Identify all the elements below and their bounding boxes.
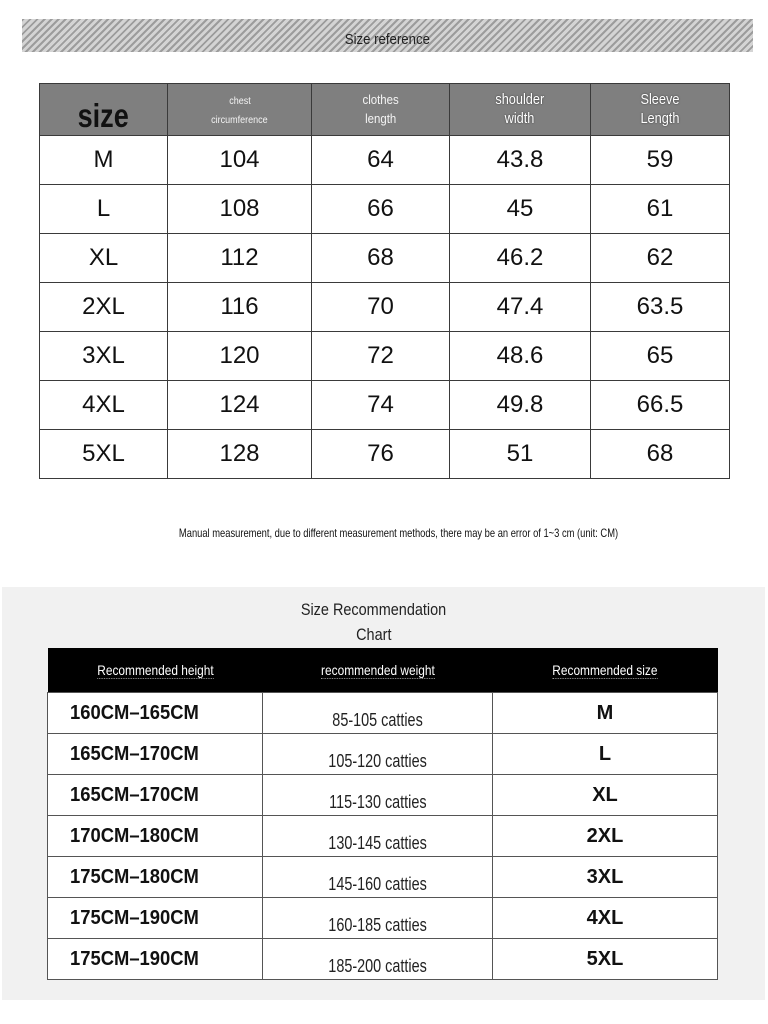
chest-cell: 108 — [168, 185, 312, 234]
table-row — [40, 185, 730, 234]
length-cell: 64 — [312, 136, 450, 185]
size-cell: M — [493, 693, 718, 734]
size-cell: 5XL — [493, 939, 718, 980]
recommendation-title-line2: Chart — [356, 625, 392, 644]
table-row — [40, 136, 730, 185]
header-chest-circumference: chest circumference — [168, 84, 312, 136]
shoulder-cell: 43.8 — [450, 136, 591, 185]
shoulder-cell: 48.6 — [450, 332, 591, 381]
length-cell: 74 — [312, 381, 450, 430]
height-cell: 165CM–170CM — [48, 775, 263, 816]
weight-cell: 115-130 catties — [263, 775, 493, 816]
sleeve-cell: 62 — [591, 234, 730, 283]
size-table-header-row — [40, 84, 730, 136]
table-row — [48, 898, 718, 939]
table-row — [48, 734, 718, 775]
size-cell: L — [40, 185, 168, 234]
height-cell: 165CM–170CM — [48, 734, 263, 775]
chest-cell: 104 — [168, 136, 312, 185]
shoulder-cell: 47.4 — [450, 283, 591, 332]
chest-cell: 112 — [168, 234, 312, 283]
banner-title: Size reference — [344, 31, 431, 48]
length-cell: 72 — [312, 332, 450, 381]
sleeve-cell: 68 — [591, 430, 730, 479]
weight-cell: 130-145 catties — [263, 816, 493, 857]
chest-cell: 128 — [168, 430, 312, 479]
weight-cell: 185-200 catties — [263, 939, 493, 980]
height-cell: 175CM–190CM — [48, 939, 263, 980]
shoulder-cell: 49.8 — [450, 381, 591, 430]
size-cell: XL — [40, 234, 168, 283]
size-cell: 3XL — [40, 332, 168, 381]
sleeve-cell: 59 — [591, 136, 730, 185]
weight-cell: 105-120 catties — [263, 734, 493, 775]
weight-cell: 85-105 catties — [263, 693, 493, 734]
header-clothes-length: clothes length — [312, 84, 450, 136]
table-row — [48, 816, 718, 857]
size-cell: 2XL — [493, 816, 718, 857]
sleeve-cell: 63.5 — [591, 283, 730, 332]
table-row — [40, 430, 730, 479]
size-cell: XL — [493, 775, 718, 816]
size-cell: 2XL — [40, 283, 168, 332]
title-banner — [22, 19, 753, 52]
measurement-note: Manual measurement, due to different measurement methods, there may be an error of 1~3 cm (unit: CM) — [179, 526, 619, 540]
table-row — [48, 857, 718, 898]
recommendation-header-row — [48, 648, 718, 693]
header-shoulder-width: shoulder width — [450, 84, 591, 136]
header-recommended-height: Recommended height — [48, 648, 263, 693]
size-cell: 4XL — [493, 898, 718, 939]
size-cell: 5XL — [40, 430, 168, 479]
height-cell: 175CM–180CM — [48, 857, 263, 898]
table-row — [48, 775, 718, 816]
table-row — [48, 693, 718, 734]
length-cell: 68 — [312, 234, 450, 283]
weight-cell: 160-185 catties — [263, 898, 493, 939]
table-row — [40, 283, 730, 332]
size-cell: M — [40, 136, 168, 185]
shoulder-cell: 51 — [450, 430, 591, 479]
height-cell: 175CM–190CM — [48, 898, 263, 939]
recommendation-title: Size Recommendation — [301, 600, 447, 619]
table-row — [40, 381, 730, 430]
size-cell: 4XL — [40, 381, 168, 430]
chest-cell: 120 — [168, 332, 312, 381]
height-cell: 160CM–165CM — [48, 693, 263, 734]
sleeve-cell: 65 — [591, 332, 730, 381]
table-row — [40, 234, 730, 283]
chest-cell: 116 — [168, 283, 312, 332]
chest-cell: 124 — [168, 381, 312, 430]
shoulder-cell: 46.2 — [450, 234, 591, 283]
length-cell: 66 — [312, 185, 450, 234]
length-cell: 76 — [312, 430, 450, 479]
height-cell: 170CM–180CM — [48, 816, 263, 857]
table-row — [48, 939, 718, 980]
sleeve-cell: 61 — [591, 185, 730, 234]
weight-cell: 145-160 catties — [263, 857, 493, 898]
header-sleeve-length: Sleeve Length — [591, 84, 730, 136]
sleeve-cell: 66.5 — [591, 381, 730, 430]
shoulder-cell: 45 — [450, 185, 591, 234]
header-size: size — [40, 84, 168, 136]
table-row — [40, 332, 730, 381]
size-cell: L — [493, 734, 718, 775]
header-recommended-weight: recommended weight — [263, 648, 493, 693]
size-cell: 3XL — [493, 857, 718, 898]
size-reference-table — [39, 83, 730, 479]
header-recommended-size: Recommended size — [493, 648, 718, 693]
size-recommendation-table — [47, 648, 718, 980]
length-cell: 70 — [312, 283, 450, 332]
